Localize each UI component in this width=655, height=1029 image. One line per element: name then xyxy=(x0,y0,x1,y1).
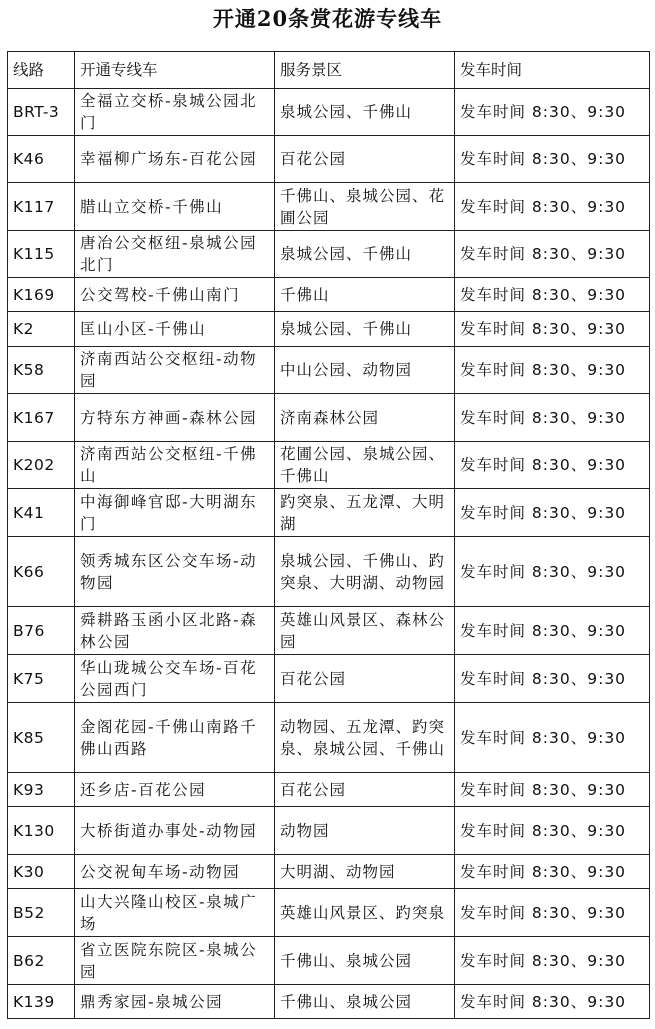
line-cell: 华山珑城公交车场-百花公园西门 xyxy=(75,655,275,703)
route-cell: K66 xyxy=(8,537,75,607)
route-cell: K130 xyxy=(8,807,75,855)
time-cell: 发车时间 8:30、9:30 xyxy=(455,807,650,855)
line-cell: 大桥街道办事处-动物园 xyxy=(75,807,275,855)
line-cell: 还乡店-百花公园 xyxy=(75,773,275,807)
route-cell: K139 xyxy=(8,985,75,1019)
spots-cell: 泉城公园、千佛山 xyxy=(275,312,455,347)
line-cell: 省立医院东院区-泉城公园 xyxy=(75,937,275,985)
spots-cell: 千佛山、泉城公园 xyxy=(275,985,455,1019)
route-cell: K2 xyxy=(8,312,75,347)
time-cell: 发车时间 8:30、9:30 xyxy=(455,655,650,703)
table-body xyxy=(8,89,650,1019)
spots-cell: 百花公园 xyxy=(275,136,455,183)
table-row xyxy=(8,347,650,394)
spots-cell: 泉城公园、千佛山 xyxy=(275,89,455,136)
route-cell: B62 xyxy=(8,937,75,985)
spots-cell: 泉城公园、千佛山、趵突泉、大明湖、动物园 xyxy=(275,537,455,607)
time-cell: 发车时间 8:30、9:30 xyxy=(455,489,650,537)
route-cell: K30 xyxy=(8,855,75,889)
time-cell: 发车时间 8:30、9:30 xyxy=(455,985,650,1019)
line-cell: 舜耕路玉函小区北路-森林公园 xyxy=(75,607,275,655)
time-cell: 发车时间 8:30、9:30 xyxy=(455,937,650,985)
table-row xyxy=(8,442,650,489)
time-cell: 发车时间 8:30、9:30 xyxy=(455,136,650,183)
spots-cell: 千佛山 xyxy=(275,278,455,312)
table-row xyxy=(8,807,650,855)
route-cell: B76 xyxy=(8,607,75,655)
page-title: 开通20条赏花游专线车 xyxy=(212,6,443,31)
line-cell: 济南西站公交枢纽-千佛山 xyxy=(75,442,275,489)
route-cell: K117 xyxy=(8,183,75,231)
route-cell: K202 xyxy=(8,442,75,489)
table-row xyxy=(8,183,650,231)
table-row xyxy=(8,937,650,985)
time-cell: 发车时间 8:30、9:30 xyxy=(455,537,650,607)
table-row xyxy=(8,855,650,889)
route-cell: K169 xyxy=(8,278,75,312)
time-cell: 发车时间 8:30、9:30 xyxy=(455,855,650,889)
line-cell: 腊山立交桥-千佛山 xyxy=(75,183,275,231)
line-cell: 幸福柳广场东-百花公园 xyxy=(75,136,275,183)
table-row xyxy=(8,537,650,607)
spots-cell: 趵突泉、五龙潭、大明湖 xyxy=(275,489,455,537)
bus-routes-table xyxy=(7,51,650,1019)
time-cell: 发车时间 8:30、9:30 xyxy=(455,347,650,394)
table-row xyxy=(8,136,650,183)
line-cell: 金阁花园-千佛山南路千佛山西路 xyxy=(75,703,275,773)
table-row xyxy=(8,278,650,312)
route-cell: K58 xyxy=(8,347,75,394)
route-cell: K167 xyxy=(8,394,75,442)
time-cell: 发车时间 8:30、9:30 xyxy=(455,442,650,489)
time-cell: 发车时间 8:30、9:30 xyxy=(455,889,650,937)
route-cell: K93 xyxy=(8,773,75,807)
header-route: 线路 xyxy=(8,52,75,89)
table-row xyxy=(8,231,650,278)
line-cell: 方特东方神画-森林公园 xyxy=(75,394,275,442)
table-row xyxy=(8,985,650,1019)
spots-cell: 百花公园 xyxy=(275,655,455,703)
table-row xyxy=(8,773,650,807)
spots-cell: 英雄山风景区、趵突泉 xyxy=(275,889,455,937)
spots-cell: 英雄山风景区、森林公园 xyxy=(275,607,455,655)
line-cell: 中海御峰官邸-大明湖东门 xyxy=(75,489,275,537)
line-cell: 济南西站公交枢纽-动物园 xyxy=(75,347,275,394)
table-row xyxy=(8,889,650,937)
time-cell: 发车时间 8:30、9:30 xyxy=(455,607,650,655)
table-row xyxy=(8,489,650,537)
line-cell: 公交驾校-千佛山南门 xyxy=(75,278,275,312)
spots-cell: 百花公园 xyxy=(275,773,455,807)
route-cell: K115 xyxy=(8,231,75,278)
spots-cell: 千佛山、泉城公园 xyxy=(275,937,455,985)
time-cell: 发车时间 8:30、9:30 xyxy=(455,89,650,136)
line-cell: 全福立交桥-泉城公园北门 xyxy=(75,89,275,136)
spots-cell: 千佛山、泉城公园、花圃公园 xyxy=(275,183,455,231)
table-header-row xyxy=(8,52,650,89)
spots-cell: 动物园、五龙潭、趵突泉、泉城公园、千佛山 xyxy=(275,703,455,773)
spots-cell: 济南森林公园 xyxy=(275,394,455,442)
table-row xyxy=(8,607,650,655)
line-cell: 匡山小区-千佛山 xyxy=(75,312,275,347)
spots-cell: 花圃公园、泉城公园、千佛山 xyxy=(275,442,455,489)
table-row xyxy=(8,703,650,773)
table-row xyxy=(8,394,650,442)
time-cell: 发车时间 8:30、9:30 xyxy=(455,394,650,442)
header-spots: 服务景区 xyxy=(275,52,455,89)
line-cell: 公交祝甸车场-动物园 xyxy=(75,855,275,889)
table-row xyxy=(8,89,650,136)
line-cell: 领秀城东区公交车场-动物园 xyxy=(75,537,275,607)
route-cell: K75 xyxy=(8,655,75,703)
time-cell: 发车时间 8:30、9:30 xyxy=(455,773,650,807)
line-cell: 山大兴隆山校区-泉城广场 xyxy=(75,889,275,937)
table-row xyxy=(8,655,650,703)
time-cell: 发车时间 8:30、9:30 xyxy=(455,312,650,347)
time-cell: 发车时间 8:30、9:30 xyxy=(455,703,650,773)
header-time: 发车时间 xyxy=(455,52,650,89)
time-cell: 发车时间 8:30、9:30 xyxy=(455,231,650,278)
route-cell: B52 xyxy=(8,889,75,937)
route-cell: K41 xyxy=(8,489,75,537)
line-cell: 唐冶公交枢纽-泉城公园北门 xyxy=(75,231,275,278)
route-cell: K85 xyxy=(8,703,75,773)
time-cell: 发车时间 8:30、9:30 xyxy=(455,278,650,312)
time-cell: 发车时间 8:30、9:30 xyxy=(455,183,650,231)
spots-cell: 泉城公园、千佛山 xyxy=(275,231,455,278)
spots-cell: 中山公园、动物园 xyxy=(275,347,455,394)
header-line: 开通专线车 xyxy=(75,52,275,89)
table-row xyxy=(8,312,650,347)
spots-cell: 大明湖、动物园 xyxy=(275,855,455,889)
route-cell: K46 xyxy=(8,136,75,183)
spots-cell: 动物园 xyxy=(275,807,455,855)
route-cell: BRT-3 xyxy=(8,89,75,136)
line-cell: 鼎秀家园-泉城公园 xyxy=(75,985,275,1019)
